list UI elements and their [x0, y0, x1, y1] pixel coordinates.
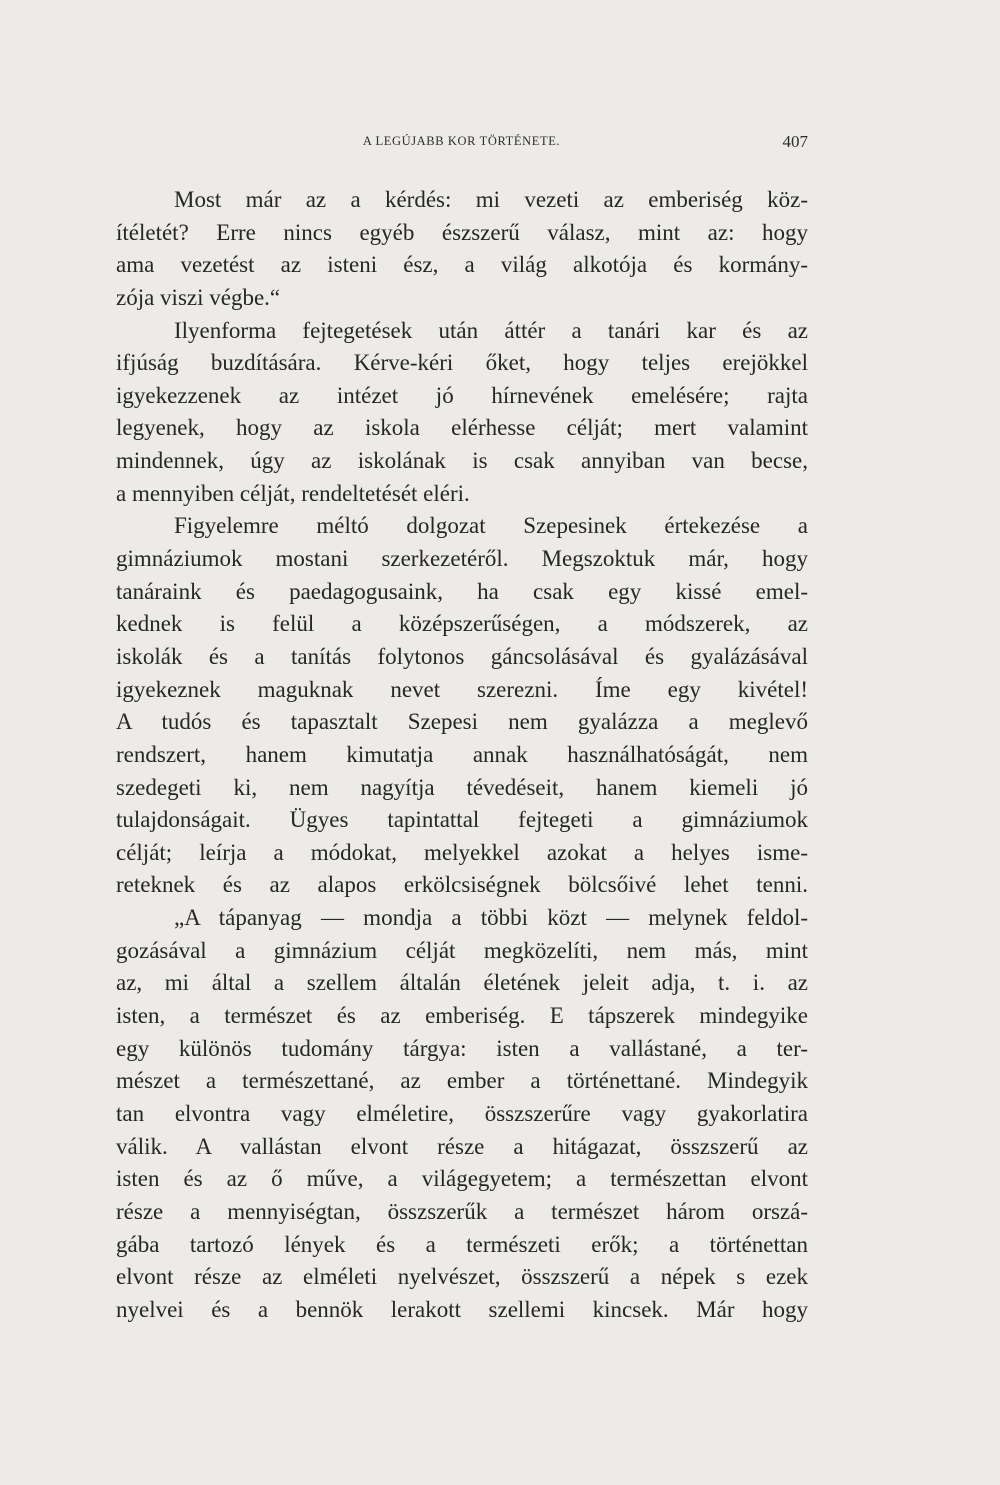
- page-number: 407: [782, 132, 808, 151]
- text-line: ifjúság buzdítására. Kérve-kéri őket, hogy teljes erejökkel: [116, 350, 808, 376]
- text-line: tan elvontra vagy elméletire, összszerűre vagy gyakorlatira: [116, 1100, 808, 1126]
- text-line: ítéletét? Erre nincs egyéb észszerű válasz, mint az: hogy: [116, 219, 808, 245]
- running-title: A LEGÚJABB KOR TÖRTÉNETE.: [362, 134, 561, 148]
- text-line: legyenek, hogy az iskola elérhesse célját; mert valamint: [116, 415, 808, 441]
- text-line: igyekeznek maguknak nevet szerezni. Íme egy kivétel!: [116, 676, 808, 702]
- text-line: az, mi által a szellem általán életének jeleit adja, t. i. az: [116, 970, 808, 996]
- text-line: Most már az a kérdés: mi vezeti az emberiség köz-: [174, 187, 808, 212]
- text-line: tulajdonságait. Ügyes tapintattal fejtegeti a gimnáziumok: [116, 807, 808, 833]
- text-line: Ilyenforma fejtegetések után áttér a tanári kar és az: [174, 317, 808, 343]
- text-line: ama vezetést az isteni ész, a világ alkotója és kormány-: [116, 252, 808, 278]
- text-line: gimnáziumok mostani szerkezetéről. Megszoktuk már, hogy: [116, 546, 808, 572]
- text-line: tanáraink és paedagogusaink, ha csak egy kissé emel-: [116, 578, 808, 604]
- text-line: a mennyiben célját, rendeltetését eléri.: [116, 480, 470, 506]
- text-line: rendszert, hanem kimutatja annak használhatóságát, nem: [116, 741, 808, 767]
- text-line: gozásával a gimnázium célját megközelíti, nem más, mint: [116, 937, 808, 963]
- text-line: isten, a természet és az emberiség. E tápszerek mindegyike: [116, 1003, 808, 1029]
- text-line: isten és az ő műve, a világegyetem; a természettan elvont: [116, 1166, 808, 1192]
- text-line: elvont része az elméleti nyelvészet, összszerű a népek s ezek: [116, 1264, 808, 1290]
- text-line: szedegeti ki, nem nagyítja tévedéseit, hanem kiemeli jó: [116, 774, 808, 800]
- text-line: „A tápanyag — mondja a többi közt — melynek feldol-: [174, 905, 808, 931]
- text-line: nyelvei és a bennök lerakott szellemi kincsek. Már hogy: [116, 1296, 808, 1322]
- text-line: A tudós és tapasztalt Szepesi nem gyalázza a meglevő: [116, 709, 808, 735]
- text-line: zója viszi végbe.“: [116, 284, 281, 310]
- text-line: része a mennyiségtan, összszerűk a természet három orszá-: [116, 1198, 808, 1224]
- text-line: mindennek, úgy az iskolának is csak annyiban van becse,: [116, 448, 808, 474]
- text-line: Figyelemre méltó dolgozat Szepesinek értekezése a: [174, 513, 808, 539]
- body-text: [116, 184, 808, 1326]
- text-line: reteknek és az alapos erkölcsiségnek bölcsőivé lehet tenni.: [116, 872, 808, 898]
- text-line: gába tartozó lények és a természeti erők; a történettan: [116, 1231, 808, 1257]
- text-line: mészet a természettané, az ember a történettané. Mindegyik: [116, 1068, 808, 1094]
- text-line: célját; leírja a módokat, melyekkel azokat a helyes isme-: [116, 839, 808, 865]
- text-line: kednek is felül a középszerűségen, a módszerek, az: [116, 611, 808, 637]
- text-line: válik. A vallástan elvont része a hitágazat, összszerű az: [116, 1133, 808, 1159]
- text-line: igyekezzenek az intézet jó hírnevének emelésére; rajta: [116, 382, 808, 408]
- text-line: iskolák és a tanítás folytonos gáncsolásával és gyalázásával: [116, 643, 808, 669]
- text-line: egy különös tudomány tárgya: isten a vallástané, a ter-: [116, 1035, 808, 1061]
- running-header: [115, 134, 808, 154]
